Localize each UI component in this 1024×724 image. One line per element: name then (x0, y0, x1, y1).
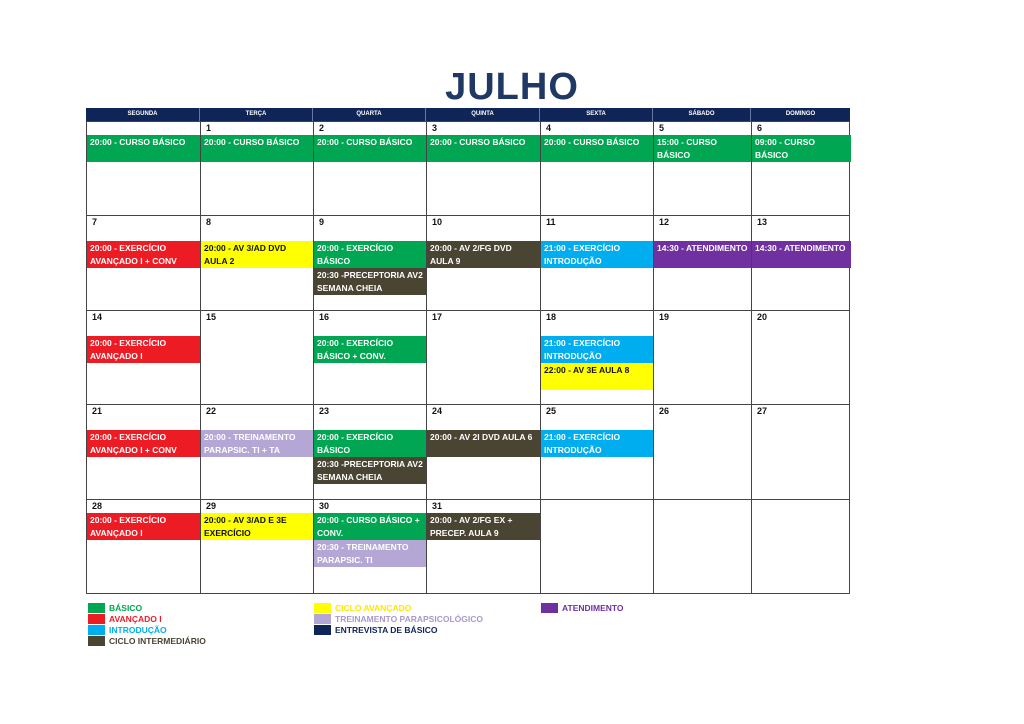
day-number (752, 500, 851, 513)
day-cell[interactable] (752, 500, 851, 593)
event-block-intro[interactable]: 21:00 - EXERCÍCIO INTRODUÇÃO (541, 241, 653, 268)
day-number: 15 (206, 312, 217, 322)
day-number: 30 (319, 501, 330, 511)
day-number: 8 (206, 217, 212, 227)
day-cell[interactable] (654, 216, 752, 310)
day-number: 22 (206, 406, 217, 416)
legend-label: CICLO AVANÇADO (335, 602, 412, 613)
day-cell[interactable] (427, 405, 541, 499)
day-cell[interactable] (314, 216, 427, 310)
day-cell[interactable] (752, 405, 851, 499)
weekday-header (86, 108, 850, 121)
day-cell[interactable] (427, 311, 541, 404)
day-number: 20 (757, 312, 768, 322)
legend-swatch (88, 603, 105, 613)
week-row (87, 404, 849, 499)
legend-label: TREINAMENTO PARAPSICOLÓGICO (335, 613, 483, 624)
day-cell[interactable] (314, 311, 427, 404)
day-cell[interactable] (654, 122, 752, 215)
event-block-trein[interactable]: 20:00 - TREINAMENTO PARAPSIC. TI + TA (201, 430, 313, 457)
event-block-avancado[interactable]: 20:00 - EXERCÍCIO AVANÇADO I (87, 513, 200, 540)
week-row (87, 121, 849, 215)
legend-label: ENTREVISTA DE BÁSICO (335, 624, 438, 635)
calendar (86, 108, 850, 594)
day-cell[interactable] (541, 311, 654, 404)
day-cell[interactable] (87, 122, 201, 215)
day-number: 5 (659, 123, 665, 133)
day-number: 9 (319, 217, 325, 227)
legend-col-1 (88, 602, 206, 646)
day-cell[interactable] (314, 122, 427, 215)
day-cell[interactable] (752, 311, 851, 404)
week-row (87, 215, 849, 310)
legend-item-entrevista (314, 624, 483, 635)
day-cell[interactable] (87, 500, 201, 593)
event-block-basico[interactable]: 20:00 - EXERCÍCIO BÁSICO + CONV. (314, 336, 426, 363)
legend-item-ciclo-avancado (314, 602, 483, 613)
page-title: JULHO (445, 66, 579, 108)
day-number (654, 500, 751, 513)
day-number: 26 (659, 406, 670, 416)
event-block-basico[interactable]: 20:00 - EXERCÍCIO BÁSICO (314, 241, 426, 268)
legend-swatch (314, 603, 331, 613)
day-number: 18 (546, 312, 557, 322)
legend-item-atendimento (541, 602, 624, 613)
event-block-avancado[interactable]: 20:00 - EXERCÍCIO AVANÇADO I + CONV (87, 430, 200, 457)
day-cell[interactable] (752, 122, 851, 215)
weekday-monday: SEGUNDA (86, 108, 200, 121)
legend-label: CICLO INTERMEDIÁRIO (109, 635, 206, 646)
day-cell[interactable] (541, 122, 654, 215)
day-number: 17 (432, 312, 443, 322)
day-number (87, 122, 200, 135)
day-number: 10 (432, 217, 443, 227)
event-block-intro[interactable]: 21:00 - EXERCÍCIO INTRODUÇÃO (541, 336, 653, 363)
event-block-inter[interactable]: 20:00 - AV 2/FG DVD AULA 9 (427, 241, 540, 268)
day-number: 2 (319, 123, 325, 133)
weekday-wednesday: QUARTA (313, 108, 426, 121)
day-cell[interactable] (654, 311, 752, 404)
legend-swatch (88, 636, 105, 646)
day-number: 21 (92, 406, 103, 416)
legend-label: AVANÇADO I (109, 613, 162, 624)
event-block-ciclo[interactable]: 20:00 - AV 3/AD E 3E EXERCÍCIO (201, 513, 313, 540)
legend-item-treinamento (314, 613, 483, 624)
legend-swatch (88, 625, 105, 635)
day-cell[interactable] (201, 405, 314, 499)
event-block-basico[interactable]: 20:00 - CURSO BÁSICO (541, 135, 653, 162)
day-number: 23 (319, 406, 330, 416)
event-block-avancado[interactable]: 20:00 - EXERCÍCIO AVANÇADO I + CONV (87, 241, 200, 268)
week-row (87, 310, 849, 404)
event-block-intro[interactable]: 21:00 - EXERCÍCIO INTRODUÇÃO (541, 430, 653, 457)
legend-swatch (88, 614, 105, 624)
day-cell[interactable] (541, 405, 654, 499)
day-number: 31 (432, 501, 443, 511)
day-cell[interactable] (87, 311, 201, 404)
weekday-saturday: SÁBADO (653, 108, 751, 121)
day-cell[interactable] (541, 500, 654, 593)
day-number: 29 (206, 501, 217, 511)
day-number: 16 (319, 312, 330, 322)
legend-label: ATENDIMENTO (562, 602, 624, 613)
legend-col-3 (541, 602, 624, 613)
legend-item-ciclo-intermediario (88, 635, 206, 646)
event-block-atend[interactable]: 14:30 - ATENDIMENTO (654, 241, 751, 268)
event-block-basico[interactable]: 20:00 - CURSO BÁSICO (314, 135, 426, 162)
event-block-basico[interactable]: 20:00 - EXERCÍCIO BÁSICO (314, 430, 426, 457)
day-number: 3 (432, 123, 438, 133)
week-row (87, 499, 849, 593)
event-block-ciclo[interactable]: 20:00 - AV 3/AD DVD AULA 2 (201, 241, 313, 268)
day-number: 4 (546, 123, 552, 133)
day-number: 13 (757, 217, 768, 227)
day-cell[interactable] (427, 216, 541, 310)
event-block-basico[interactable]: 20:00 - CURSO BÁSICO (427, 135, 540, 162)
legend-swatch (314, 614, 331, 624)
day-number: 28 (92, 501, 103, 511)
day-number: 12 (659, 217, 670, 227)
event-block-basico[interactable]: 20:00 - CURSO BÁSICO (87, 135, 200, 162)
weekday-friday: SEXTA (540, 108, 653, 121)
legend-label: BÁSICO (109, 602, 143, 613)
day-cell[interactable] (87, 405, 201, 499)
event-block-inter[interactable]: 20:00 - AV 2/FG EX + PRECEP. AULA 9 (427, 513, 540, 540)
day-cell[interactable] (752, 216, 851, 310)
event-block-basico[interactable]: 20:00 - CURSO BÁSICO (201, 135, 313, 162)
weekday-tuesday: TERÇA (200, 108, 313, 121)
event-block-inter[interactable]: 20:30 -PRECEPTORIA AV2 SEMANA CHEIA (314, 457, 426, 484)
event-block-inter[interactable]: 20:30 -PRECEPTORIA AV2 SEMANA CHEIA (314, 268, 426, 295)
day-cell[interactable] (654, 405, 752, 499)
day-number: 24 (432, 406, 443, 416)
event-block-basico[interactable]: 15:00 - CURSO BÁSICO (654, 135, 751, 162)
legend-item-introducao (88, 624, 206, 635)
day-cell[interactable] (201, 500, 314, 593)
legend-col-2 (314, 602, 483, 635)
weekday-sunday: DOMINGO (785, 111, 816, 117)
calendar-grid (86, 121, 850, 594)
day-cell[interactable] (314, 405, 427, 499)
legend-swatch (541, 603, 558, 613)
legend-label: INTRODUÇÃO (109, 624, 167, 635)
event-block-basico[interactable]: 20:00 - CURSO BÁSICO + CONV. (314, 513, 426, 540)
day-number: 19 (659, 312, 670, 322)
day-number: 25 (546, 406, 557, 416)
event-block-basico[interactable]: 09:00 - CURSO BÁSICO (752, 135, 851, 162)
day-cell[interactable] (427, 500, 541, 593)
day-cell[interactable] (201, 311, 314, 404)
event-block-trein[interactable]: 20:30 - TREINAMENTO PARAPSIC. TI (314, 540, 426, 567)
legend-swatch (314, 625, 331, 635)
day-number: 27 (757, 406, 768, 416)
day-cell[interactable] (654, 500, 752, 593)
event-block-atend[interactable]: 14:30 - ATENDIMENTO (752, 241, 851, 268)
day-cell[interactable] (201, 216, 314, 310)
day-cell[interactable] (427, 122, 541, 215)
day-cell[interactable] (87, 216, 201, 310)
day-cell[interactable] (314, 500, 427, 593)
legend-item-basico (88, 602, 206, 613)
day-number: 6 (757, 123, 763, 133)
legend-item-avancado (88, 613, 206, 624)
weekday-thursday: QUINTA (426, 108, 540, 121)
event-block-ciclo[interactable]: 22:00 - AV 3E AULA 8 (541, 363, 653, 390)
day-cell[interactable] (541, 216, 654, 310)
day-number: 11 (546, 217, 556, 227)
day-number: 14 (92, 312, 103, 322)
day-number: 1 (206, 123, 212, 133)
day-number: 7 (92, 217, 98, 227)
event-block-avancado[interactable]: 20:00 - EXERCÍCIO AVANÇADO I (87, 336, 200, 363)
event-block-inter[interactable]: 20:00 - AV 2I DVD AULA 6 (427, 430, 540, 457)
day-number (541, 500, 653, 513)
day-cell[interactable] (201, 122, 314, 215)
